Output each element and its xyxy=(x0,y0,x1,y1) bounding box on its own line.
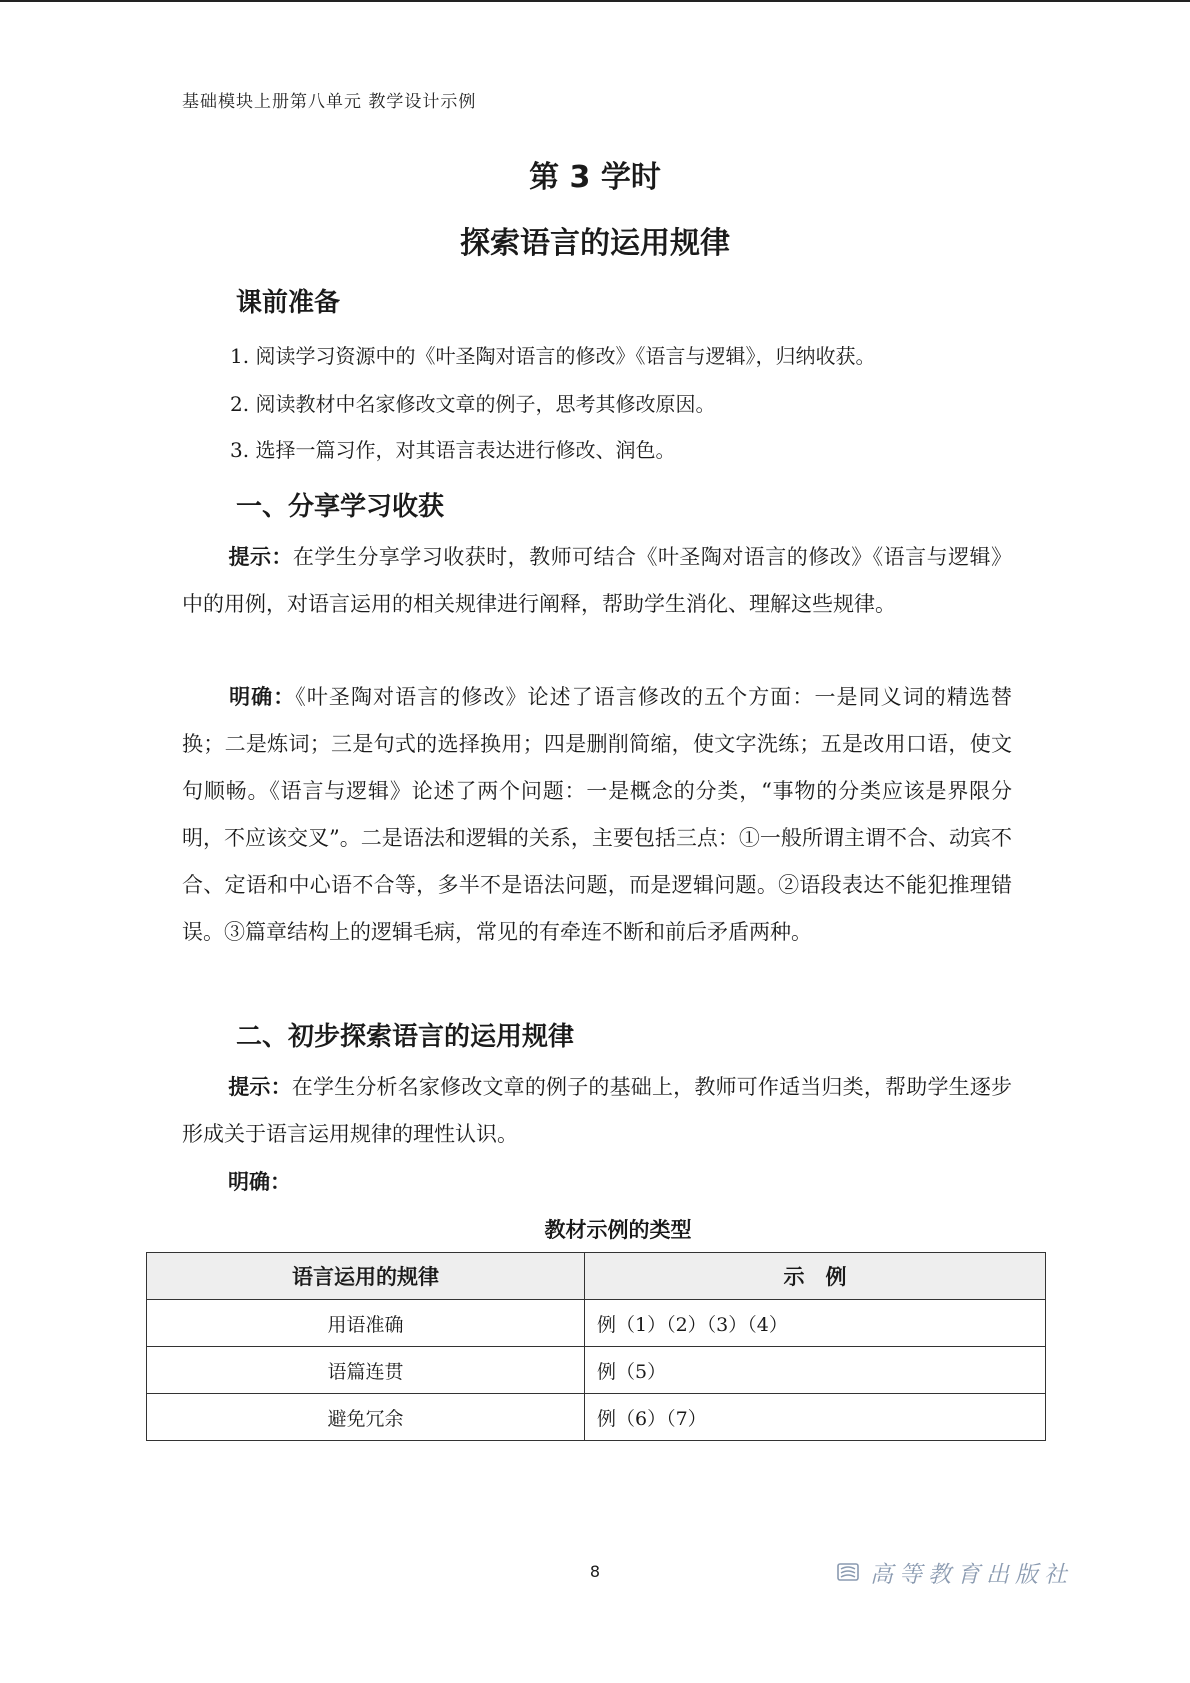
page-number: 8 xyxy=(589,1562,601,1581)
table-row xyxy=(147,1347,1046,1394)
table-caption: 教材示例的类型 xyxy=(544,1218,692,1242)
rule-cell: 语篇连贯 xyxy=(147,1347,585,1394)
hint-text: 在学生分析名家修改文章的例子的基础上，教师可作适当归类，帮助学生逐步形成关于语言运用规律的理性认识。 xyxy=(182,1075,1013,1146)
lesson-number: 第 3 学时 xyxy=(529,160,661,195)
prep-item-3: 3. 选择一篇习作，对其语言表达进行修改、润色。 xyxy=(230,438,676,462)
prep-item-1: 1. 阅读学习资源中的《叶圣陶对语言的修改》《语言与逻辑》，归纳收获。 xyxy=(230,344,876,368)
examples-cell: 例（5） xyxy=(585,1347,1046,1394)
rule-cell: 避免冗余 xyxy=(147,1394,585,1441)
header-examples: 示 例 xyxy=(585,1253,1046,1300)
clarify-text: 《叶圣陶对语言的修改》论述了语言修改的五个方面：一是同义词的精选替换；二是炼词；三是句式的选择换用；四是删削简缩，使文字洗练；五是改用口语，使文句顺畅。《语言与逻辑》论述了两个问题：一是概念的分类，“事物的分类应该是界限分明，不应该交叉”。二是语法和逻辑的关系，主要包括三点：①一般所谓主谓不合、动宾不合、定语和中心语不合等，多半不是语法问题，而是逻辑问题。②语段表达不能犯推理错误。③篇章结构上的逻辑毛病，常见的有牵连不断和前后矛盾两种。 xyxy=(182,685,1013,944)
top-rule xyxy=(0,0,1190,2)
section2-clarify-label: 明确： xyxy=(228,1170,291,1194)
section2-heading: 二、初步探索语言的运用规律 xyxy=(236,1022,575,1052)
hint-label: 提示： xyxy=(228,545,293,569)
header-rule: 语言运用的规律 xyxy=(147,1253,585,1300)
examples-cell: 例（1）（2）（3）（4） xyxy=(585,1300,1046,1347)
clarify-label: 明确： xyxy=(228,685,296,709)
publisher-name: 高等教育出版社 xyxy=(870,1561,1073,1588)
publisher-emblem-icon xyxy=(836,1562,860,1582)
table-row xyxy=(147,1300,1046,1347)
publisher-logo xyxy=(836,1556,1073,1588)
prep-heading: 课前准备 xyxy=(236,288,341,318)
section1-hint xyxy=(182,534,1012,628)
section2-hint xyxy=(182,1064,1012,1158)
section1-clarify xyxy=(182,674,1012,956)
examples-cell: 例（6）（7） xyxy=(585,1394,1046,1441)
hint-text: 在学生分享学习收获时，教师可结合《叶圣陶对语言的修改》《语言与逻辑》中的用例，对语言运用的相关规律进行阐释，帮助学生消化、理解这些规律。 xyxy=(182,545,1013,616)
prep-item-2: 2. 阅读教材中名家修改文章的例子，思考其修改原因。 xyxy=(230,392,716,416)
running-header: 基础模块上册第八单元 教学设计示例 xyxy=(182,92,477,112)
lesson-title: 探索语言的运用规律 xyxy=(460,226,730,261)
rule-cell: 用语准确 xyxy=(147,1300,585,1347)
examples-table xyxy=(146,1252,1046,1441)
hint-label: 提示： xyxy=(228,1075,292,1099)
table-header-row xyxy=(147,1253,1046,1300)
section1-heading: 一、分享学习收获 xyxy=(236,492,445,522)
table-row xyxy=(147,1394,1046,1441)
